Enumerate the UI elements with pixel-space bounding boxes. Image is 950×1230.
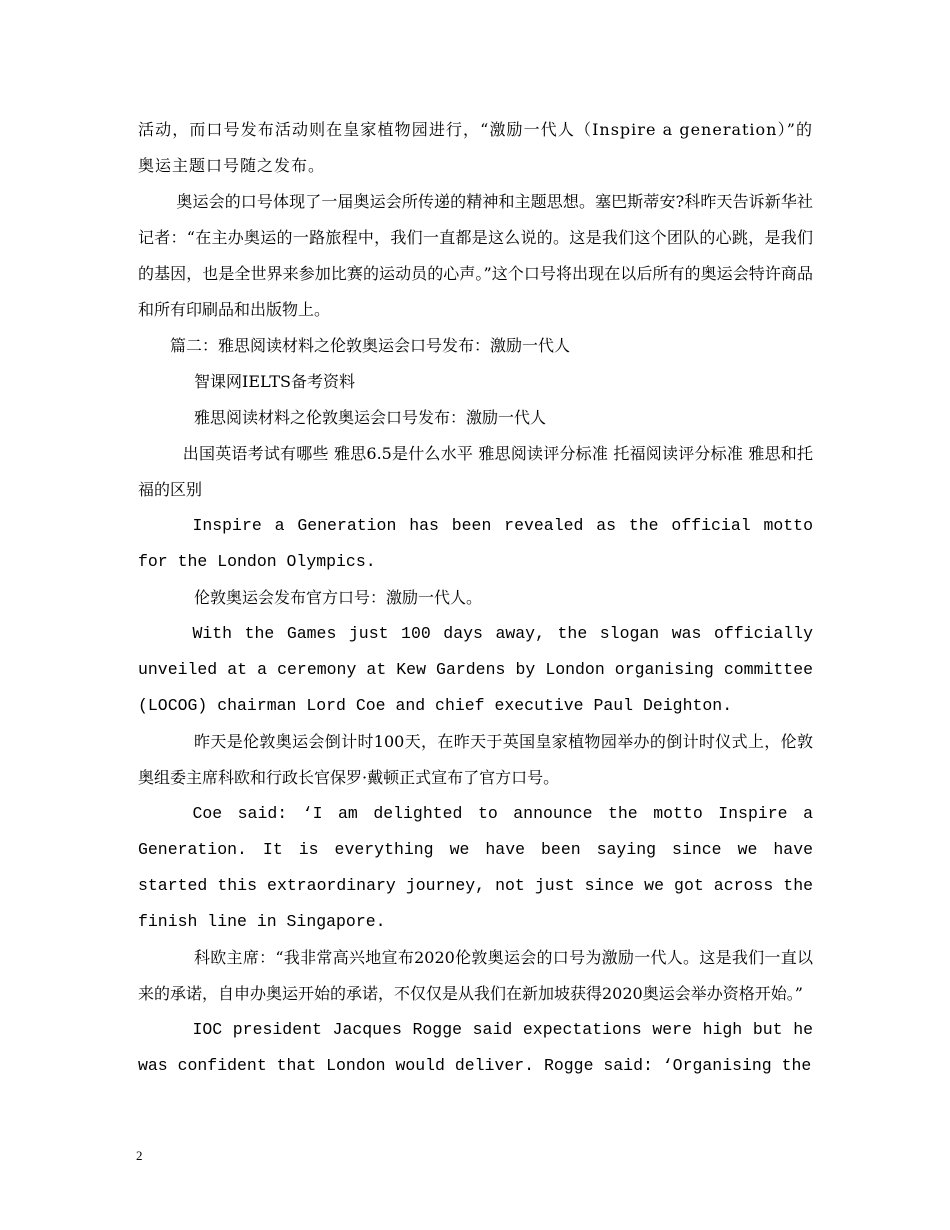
paragraph-continuation: 活动，而口号发布活动则在皇家植物园进行，“激励一代人（Inspire a generation）”的奥运主题口号随之发布。 <box>138 120 813 175</box>
source-label: 智课网IELTS备考资料 <box>194 372 355 391</box>
english-paragraph-motto: Inspire a Generation has been revealed as the official motto for the London Olympics. <box>138 516 813 571</box>
english-paragraph-coe-quote: Coe said: ‘I am delighted to announce the motto Inspire a Generation. It is everything we have been saying since we have started this extraordinary journey, not just since we got across the finish line in Singapore. <box>138 804 813 931</box>
chinese-paragraph-motto: 伦敦奥运会发布官方口号：激励一代人。 <box>194 588 483 607</box>
english-paragraph-rogge: IOC president Jacques Rogge said expectations were high but he was confident that London would deliver. Rogge said: ‘Organising the <box>138 1020 813 1075</box>
chinese-paragraph-ceremony: 昨天是伦敦奥运会倒计时100天，在昨天于英国皇家植物园举办的倒计时仪式上，伦敦奥组委主席科欧和行政长官保罗·戴顿正式宣布了官方口号。 <box>138 732 813 787</box>
chinese-paragraph-coe-quote: 科欧主席：“我非常高兴地宣布2020伦敦奥运会的口号为激励一代人。这是我们一直以来的承诺，自申办奥运开始的承诺，不仅仅是从我们在新加坡获得2020奥运会举办资格开始。” <box>138 948 813 1003</box>
section-heading: 篇二：雅思阅读材料之伦敦奥运会口号发布：激励一代人 <box>170 336 571 355</box>
english-paragraph-ceremony: With the Games just 100 days away, the slogan was officially unveiled at a ceremony at Kew Gardens by London organising committee (LOCOG) chairman Lord Coe and chief executive Paul Deighton. <box>138 624 813 715</box>
paragraph-olympic-motto-spirit: 奥运会的口号体现了一届奥运会所传递的精神和主题思想。塞巴斯蒂安?科昨天告诉新华社记者：“在主办奥运的一路旅程中，我们一直都是这么说的。这是我们这个团队的心跳，是我们的基因，也是全世界来参加比赛的运动员的心声。”这个口号将出现在以后所有的奥运会特许商品和所有印刷品和出版物上。 <box>138 192 813 319</box>
page-number: 2 <box>136 1148 143 1163</box>
article-title: 雅思阅读材料之伦敦奥运会口号发布：激励一代人 <box>194 408 547 427</box>
document-body <box>138 112 813 1084</box>
related-links: 出国英语考试有哪些 雅思6.5是什么水平 雅思阅读评分标准 托福阅读评分标准 雅思和托福的区别 <box>138 444 813 499</box>
